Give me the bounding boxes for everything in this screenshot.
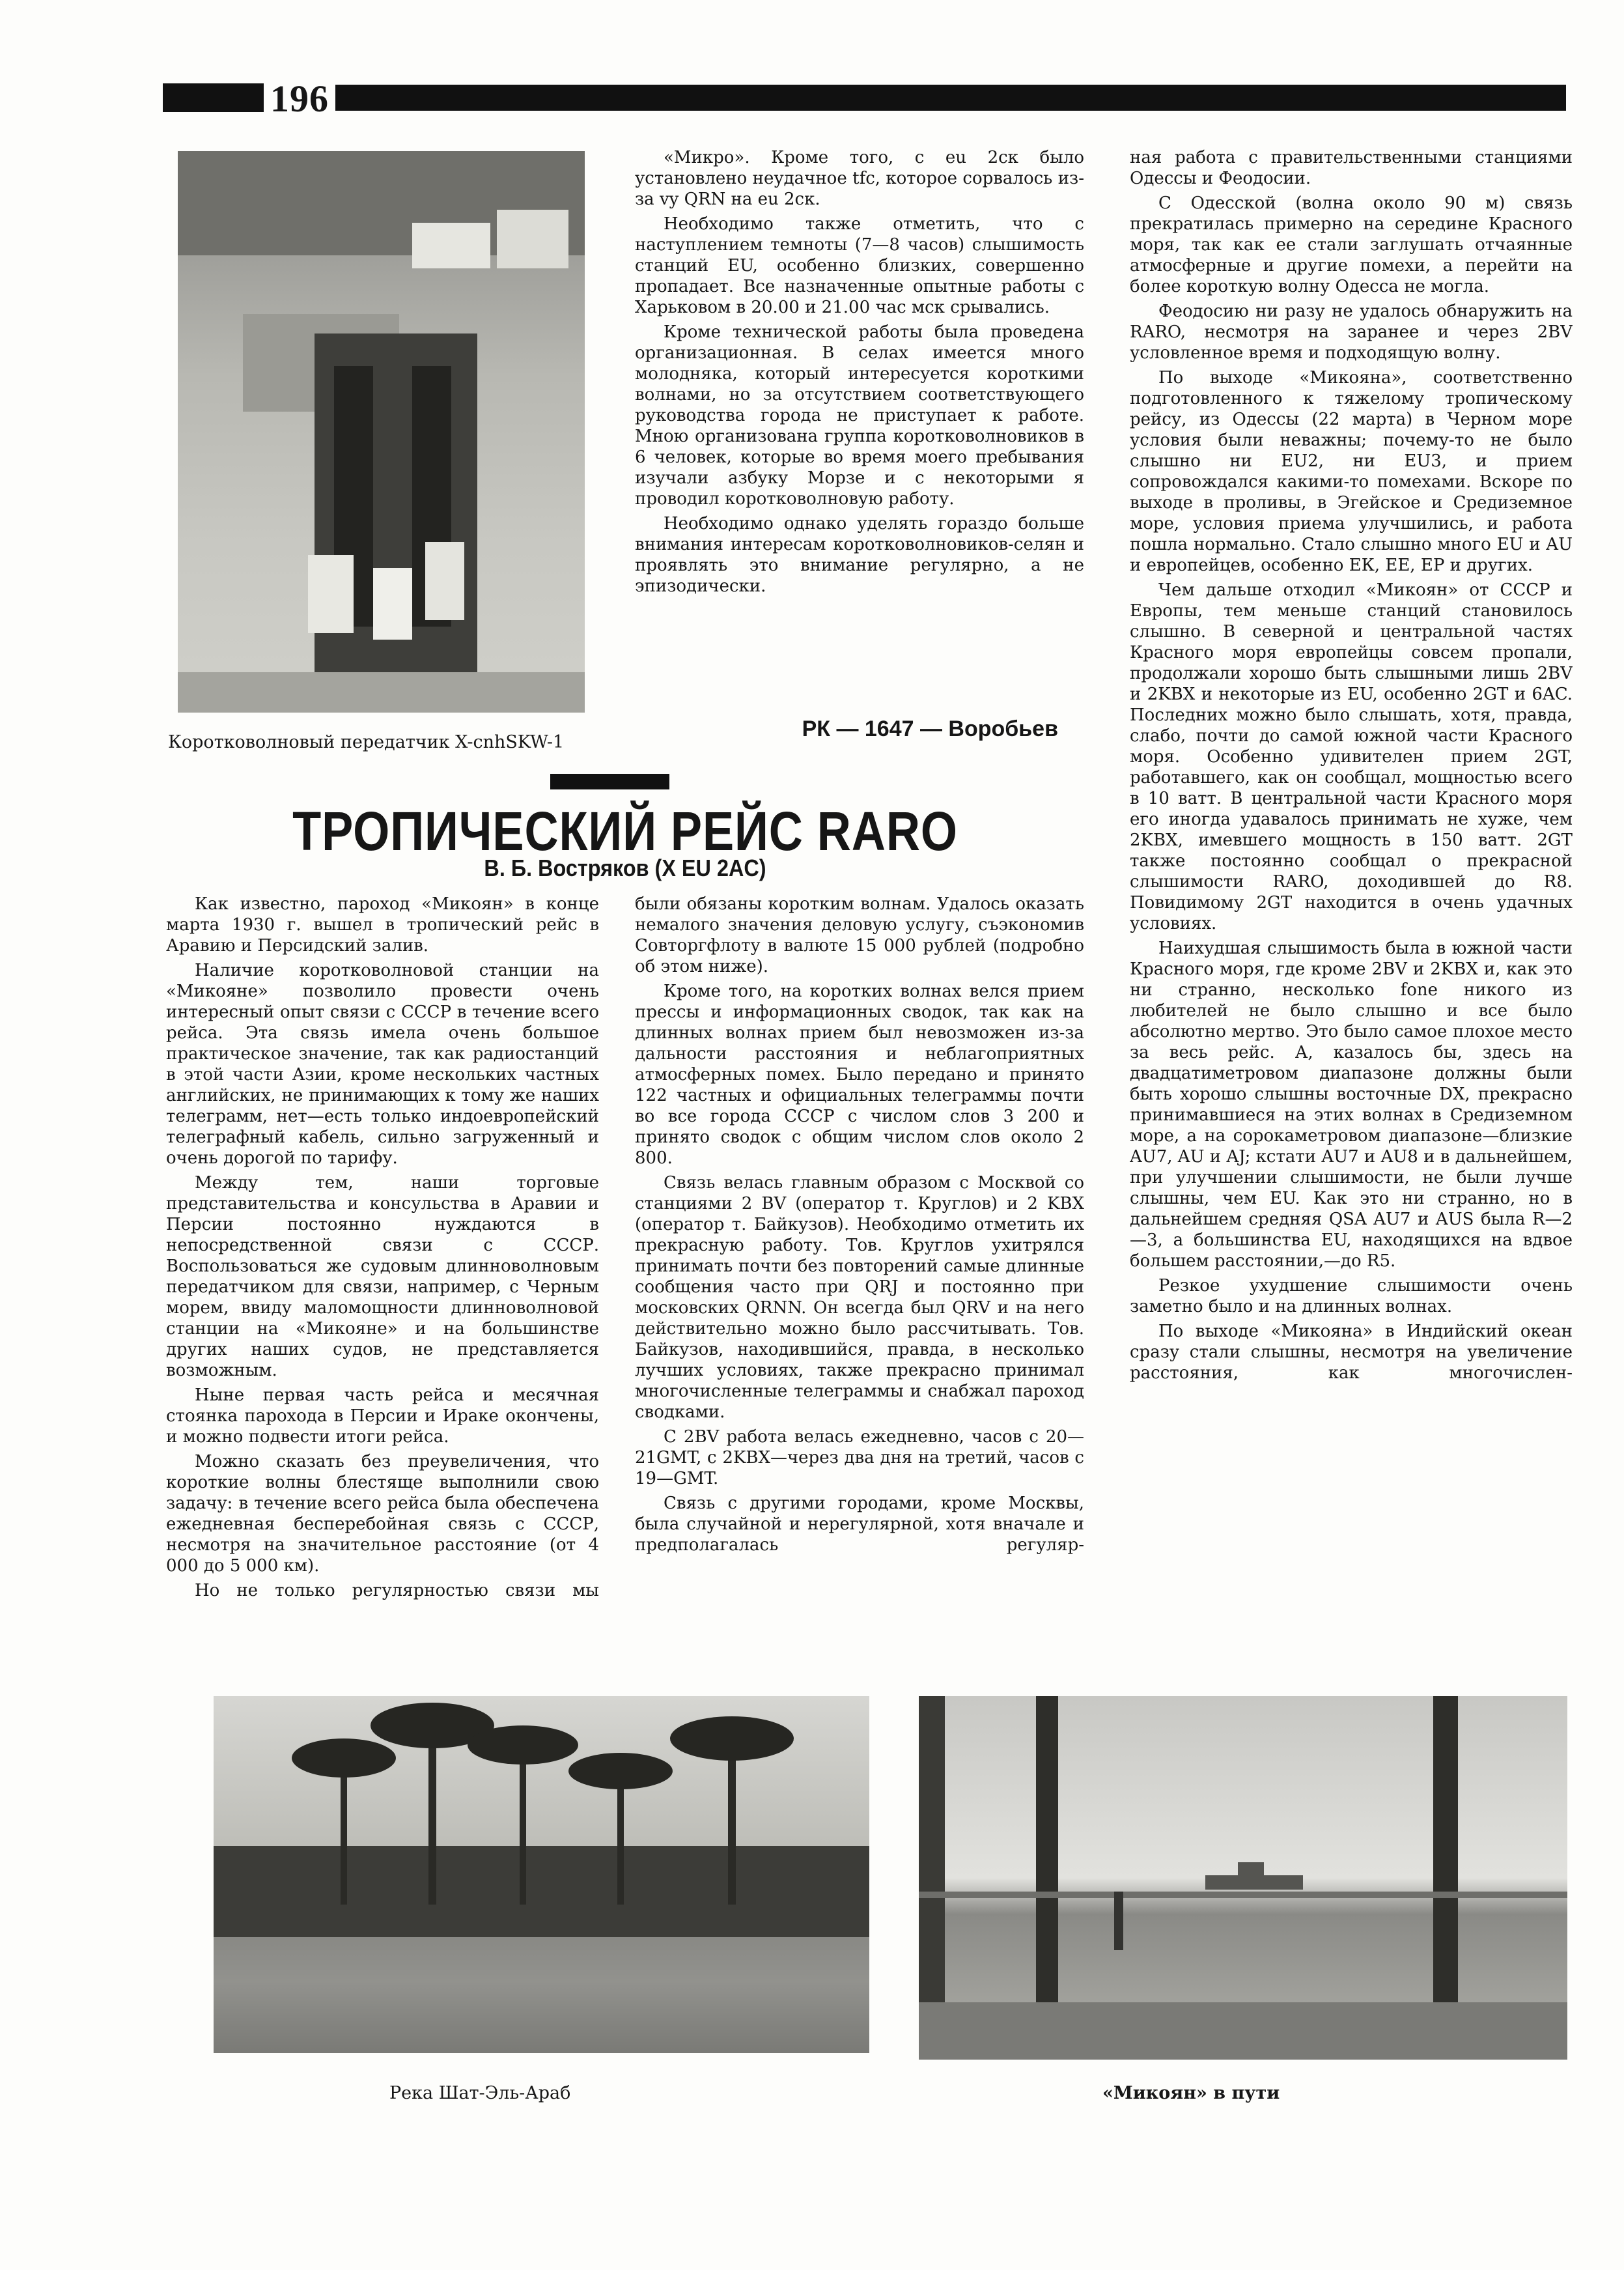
column-1-paragraphs — [166, 894, 599, 1601]
paragraph: «Микро». Кроме того, с eu 2ск было установлено неудачное tfc, которое сорвалось из-за vy QRN на eu 2ск. — [635, 148, 1084, 209]
paragraph: Необходимо однако уделять гораздо больше внимания интересам коротковолновиков-селян и проявлять это внимание регулярно, а не эпизодически. — [635, 514, 1084, 596]
article-title: ТРОПИЧЕСКИЙ РЕЙС RARO — [292, 801, 958, 862]
prev-article-column — [635, 147, 1084, 694]
paragraph: По выходе «Микояна», соответственно подготовленного к тяжелому тропическому рейсу, из Одессы (22 марта) в Черном море условия были неважны; почему-то не было слышно ни EU2, ни EU3, и прием сопровождался какими-то помехами. Вскоре по выходе в проливы, в Эгейское и Средиземное море, условия приема улучшились, и работа пошла нормально. Стало слышно много EU и AU и европейцев, особенно ЕК, ЕЕ, ЕР и других. — [1130, 368, 1573, 575]
paragraph: Между тем, наши торговые представительства и консульства в Аравии и Персии постоянно нуждаются в непосредственной связи с СССР. Воспользоваться же судовым длинноволновым передатчиком для связи, например, с Черным морем, ввиду маломощности длинноволновой станции на «Микояне» и на большинстве других наших судов, не представляется возможным. — [166, 1173, 599, 1380]
column-2-paragraphs — [635, 894, 1084, 1555]
paragraph: Наихудшая слышимость была в южной части Красного моря, где кроме 2BV и 2KBX и, как это ни странно, несколько fone никого из любителей не было слышно и все было абсолютно мертво. Это было самое плохое место за весь рейс. А, казалось бы, здесь на двадцатиметровом диапазоне должны были быть хорошо слышны восточные DX, прекрасно принимавшиеся на этих волнах в Средиземном море, а на сорокаметровом диапазоне—близкие AU7, AU и AJ; кстати AU7 и AU8 и в дальнейшем, при улучшении слышимости, не были лучше слышны, чем EU. Как это ни странно, но в дальнейшем средняя QSA AU7 и AUS была R—2—3, а большинства EU, находящихся на вдвое большем расстоянии,—до R5. — [1130, 939, 1573, 1271]
paragraph: Необходимо также отметить, что с наступлением темноты (7—8 часов) слышимость станций EU, особенно близких, совершенно пропадает. Все назначенные опытные работы с Харьковом в 20.00 и 21.00 час мск срывались. — [635, 214, 1084, 317]
paragraph: Кроме технической работы была проведена организационная. В селах имеется много молодняка, который интересуется короткими волнами, но за отсутствием соответствующего руководства города не приступает к работе. Мною организована группа коротковолновиков в 6 человек, которые во время моего пребывания изучали азбуку Морзе и с некоторыми я проводил коротковолновую работу. — [635, 322, 1084, 509]
transmitter-photo — [178, 151, 585, 713]
prev-article-paragraphs — [635, 147, 1084, 597]
paragraph: Как известно, пароход «Микоян» в конце марта 1930 г. вышел в тропический рейс в Аравию и Персидский залив. — [166, 894, 599, 956]
paragraph: Резкое ухудшение слышимости очень заметно было и на длинных волнах. — [1130, 1276, 1573, 1316]
page-number: 196 — [270, 78, 329, 120]
paragraph: Чем дальше отходил «Микоян» от СССР и Европы, тем меньше станций становилось слышно. В северной и центральной частях Красного моря европейцы совсем пропали, продолжали хорошо быть слышными лишь 2BV и 2KBX и некоторые из EU, особенно 2GT и 6AC. Последних можно было слышать, хотя, правда, слабо, почти до самой южной части Красного моря. Особенно удивителен прием 2GT, работавшего, как он сообщал, мощностью всего в 10 ватт. В центральной части Красного моря его иногда удавалось принимать не хуже, чем 2KBX, имевшего мощность в 150 ватт. 2GT также постоянно сообщал о прекрасной слышимости RARO, доходившей до R8. Повидимому 2GT находится в очень удачных условиях. — [1130, 580, 1573, 933]
paragraph: С 2BV работа велась ежедневно, часов с 20—21GMT, с 2KBX—через два дня на третий, часов с 19—GMT. — [635, 1427, 1084, 1488]
header-bar-right — [335, 85, 1566, 111]
title-separator-bar — [550, 774, 669, 789]
paragraph: С Одесской (волна около 90 м) связь прекратилась примерно на середине Красного моря, так как ее стали заглушать отчаянные атмосферные и другие помехи, а перейти на более короткую волну Одесса не могла. — [1130, 193, 1573, 296]
paragraph: Можно сказать без преувеличения, что короткие волны блестяще выполнили свою задачу: в течение всего рейса была обеспечена ежедневная бесперебойная связь с СССР, несмотря на значительное расстояние (от 4 000 до 5 000 км). — [166, 1452, 599, 1576]
paragraph: Связь с другими городами, кроме Москвы, была случайной и нерегулярной, хотя вначале и предполагалась регуляр- — [635, 1494, 1084, 1555]
river-photo — [214, 1696, 869, 2053]
paragraph: Феодосию ни разу не удалось обнаружить на RARO, несмотря на заранее и через 2BV условленное время и подходящую волну. — [1130, 302, 1573, 363]
paragraph: Наличие коротковолновой станции на «Микояне» позволило провести очень интересный опыт связи с СССР в течение всего рейса. Эта связь имела очень большое практическое значение, так как радиостанций в этой части Азии, кроме нескольких частных английских, не принимающих к тому же наших телеграмм, нет—есть только индоевропейский телеграфный кабель, сильно загруженный и очень дорогой по тарифу. — [166, 961, 599, 1168]
prev-article-signature: РК — 1647 — Воробьев — [802, 716, 1058, 741]
article-column-2 — [635, 894, 1084, 1672]
paragraph: были обязаны коротким волнам. Удалось оказать немалого значения деловую услугу, съэкономив Совторгфлоту в валюте 15 000 рублей (подробно об этом ниже). — [635, 894, 1084, 976]
header-bar-left — [163, 83, 264, 112]
ship-photo-caption: «Микоян» в пути — [1102, 2083, 1280, 2103]
article-column-3 — [1130, 147, 1573, 1675]
article-column-1 — [166, 894, 599, 1672]
paragraph: Но не только регулярностью связи мы — [195, 1581, 599, 1600]
palm-trees-river-illustration — [214, 1696, 869, 2053]
paragraph: ная работа с правительственными станциями Одессы и Феодосии. — [1130, 148, 1573, 188]
paragraph: По выходе «Микояна» в Индийский океан сразу стали слышны, несмотря на увеличение расстояния, как многочислен- — [1130, 1322, 1573, 1383]
paragraph: Связь велась главным образом с Москвой со станциями 2 BV (оператор т. Круглов) и 2 KBX (оператор т. Байкузов). Необходимо отметить их прекрасную работу. Тов. Круглов ухитрялся принимать почти без повторений самые длинные сообщения часто при QRJ и постоянно при московских QRNN. Он всегда был QRV и на него действительно можно было рассчитывать. Тов. Байкузов, находившийся, правда, в несколько лучших условиях, также прекрасно принимал многочисленные телеграммы и снабжал пароход сводками. — [635, 1173, 1084, 1422]
paragraph: Кроме того, на коротких волнах велся прием прессы и информационных сводок, так как на длинных волнах прием был невозможен из-за дальности расстояния и неблагоприятных атмосферных помех. Было передано и принято 122 частных и официальных телеграммы почти во все города СССР с числом слов 3 200 и принято сводок с общим числом слов около 2 800. — [635, 982, 1084, 1168]
mikoyan-ship-photo — [919, 1696, 1567, 2060]
palms-and-ship-illustration — [919, 1696, 1567, 2060]
column-3-paragraphs — [1130, 147, 1573, 1383]
river-photo-caption: Река Шат-Эль-Араб — [389, 2083, 571, 2103]
transmitter-illustration — [178, 151, 585, 713]
article-byline: В. Б. Востряков (X EU 2AC) — [484, 855, 766, 881]
transmitter-photo-caption: Коротковолновый передатчик X-cnhSKW-1 — [168, 732, 565, 752]
paragraph: Ныне первая часть рейса и месячная стоянка парохода в Персии и Ираке окончены, и можно подвести итоги рейса. — [166, 1385, 599, 1447]
